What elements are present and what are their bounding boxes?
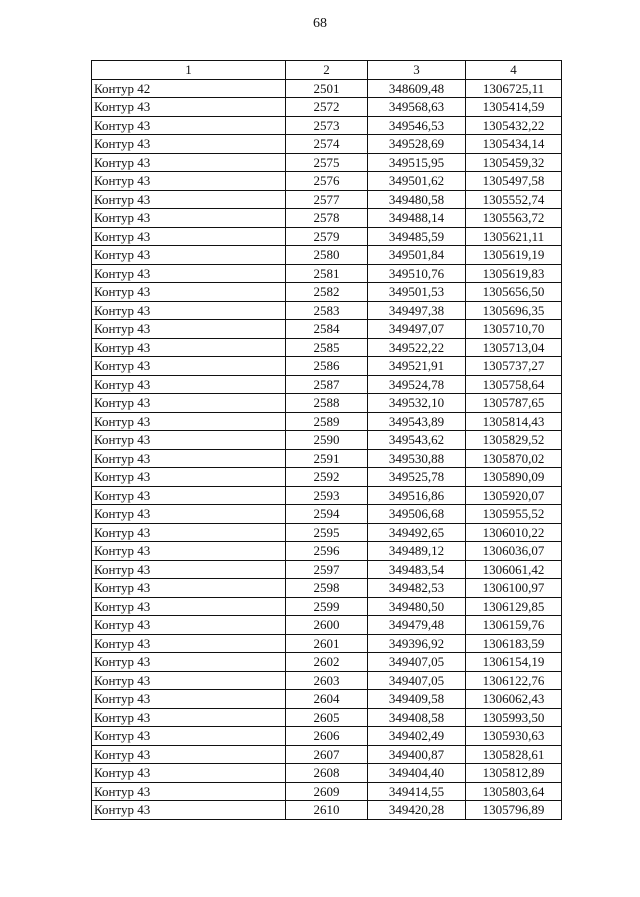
point-number-cell: 2584 [286, 320, 368, 339]
y-coordinate-cell: 1305870,02 [466, 449, 562, 468]
table-row [92, 653, 562, 672]
table-row [92, 338, 562, 357]
x-coordinate-cell: 349408,58 [368, 708, 466, 727]
point-number-cell: 2598 [286, 579, 368, 598]
y-coordinate-cell: 1305812,89 [466, 764, 562, 783]
contour-name-cell: Контур 43 [92, 616, 286, 635]
point-number-cell: 2576 [286, 172, 368, 191]
y-coordinate-cell: 1305796,89 [466, 801, 562, 820]
table-row [92, 523, 562, 542]
y-coordinate-cell: 1305829,52 [466, 431, 562, 450]
y-coordinate-cell: 1305890,09 [466, 468, 562, 487]
table-row [92, 412, 562, 431]
x-coordinate-cell: 349492,65 [368, 523, 466, 542]
contour-name-cell: Контур 43 [92, 745, 286, 764]
y-coordinate-cell: 1305619,19 [466, 246, 562, 265]
point-number-cell: 2593 [286, 486, 368, 505]
x-coordinate-cell: 349404,40 [368, 764, 466, 783]
x-coordinate-cell: 349543,62 [368, 431, 466, 450]
table-row [92, 394, 562, 413]
point-number-cell: 2588 [286, 394, 368, 413]
x-coordinate-cell: 349420,28 [368, 801, 466, 820]
contour-name-cell: Контур 43 [92, 98, 286, 117]
point-number-cell: 2603 [286, 671, 368, 690]
y-coordinate-cell: 1306036,07 [466, 542, 562, 561]
table-row [92, 172, 562, 191]
contour-name-cell: Контур 43 [92, 782, 286, 801]
contour-name-cell: Контур 43 [92, 116, 286, 135]
point-number-cell: 2608 [286, 764, 368, 783]
contour-name-cell: Контур 43 [92, 264, 286, 283]
contour-name-cell: Контур 43 [92, 246, 286, 265]
point-number-cell: 2582 [286, 283, 368, 302]
contour-name-cell: Контур 43 [92, 468, 286, 487]
contour-name-cell: Контур 43 [92, 505, 286, 524]
point-number-cell: 2580 [286, 246, 368, 265]
table-row [92, 708, 562, 727]
x-coordinate-cell: 349525,78 [368, 468, 466, 487]
contour-name-cell: Контур 43 [92, 431, 286, 450]
column-header-4: 4 [466, 61, 562, 80]
y-coordinate-cell: 1305713,04 [466, 338, 562, 357]
table-row [92, 320, 562, 339]
contour-name-cell: Контур 43 [92, 708, 286, 727]
point-number-cell: 2578 [286, 209, 368, 228]
table-row [92, 727, 562, 746]
y-coordinate-cell: 1305828,61 [466, 745, 562, 764]
y-coordinate-cell: 1305497,58 [466, 172, 562, 191]
table-row [92, 190, 562, 209]
contour-name-cell: Контур 43 [92, 634, 286, 653]
point-number-cell: 2577 [286, 190, 368, 209]
point-number-cell: 2586 [286, 357, 368, 376]
x-coordinate-cell: 349521,91 [368, 357, 466, 376]
y-coordinate-cell: 1306725,11 [466, 79, 562, 98]
point-number-cell: 2604 [286, 690, 368, 709]
table-row [92, 690, 562, 709]
y-coordinate-cell: 1305552,74 [466, 190, 562, 209]
contour-name-cell: Контур 43 [92, 283, 286, 302]
y-coordinate-cell: 1305619,83 [466, 264, 562, 283]
point-number-cell: 2605 [286, 708, 368, 727]
table-row [92, 505, 562, 524]
point-number-cell: 2589 [286, 412, 368, 431]
table-row [92, 116, 562, 135]
y-coordinate-cell: 1306183,59 [466, 634, 562, 653]
x-coordinate-cell: 349568,63 [368, 98, 466, 117]
table-row [92, 301, 562, 320]
x-coordinate-cell: 349485,59 [368, 227, 466, 246]
table-body [92, 79, 562, 819]
x-coordinate-cell: 349402,49 [368, 727, 466, 746]
contour-name-cell: Контур 43 [92, 320, 286, 339]
contour-name-cell: Контур 43 [92, 394, 286, 413]
x-coordinate-cell: 349489,12 [368, 542, 466, 561]
y-coordinate-cell: 1306061,42 [466, 560, 562, 579]
contour-name-cell: Контур 43 [92, 209, 286, 228]
contour-name-cell: Контур 43 [92, 153, 286, 172]
x-coordinate-cell: 349516,86 [368, 486, 466, 505]
table-row [92, 431, 562, 450]
x-coordinate-cell: 349483,54 [368, 560, 466, 579]
table-row [92, 264, 562, 283]
table-row [92, 616, 562, 635]
contour-name-cell: Контур 43 [92, 727, 286, 746]
point-number-cell: 2575 [286, 153, 368, 172]
point-number-cell: 2601 [286, 634, 368, 653]
y-coordinate-cell: 1305656,50 [466, 283, 562, 302]
table-row [92, 468, 562, 487]
point-number-cell: 2587 [286, 375, 368, 394]
point-number-cell: 2595 [286, 523, 368, 542]
point-number-cell: 2596 [286, 542, 368, 561]
point-number-cell: 2597 [286, 560, 368, 579]
y-coordinate-cell: 1306159,76 [466, 616, 562, 635]
table-row [92, 579, 562, 598]
contour-name-cell: Контур 43 [92, 227, 286, 246]
x-coordinate-cell: 349522,22 [368, 338, 466, 357]
x-coordinate-cell: 349501,53 [368, 283, 466, 302]
contour-name-cell: Контур 43 [92, 357, 286, 376]
x-coordinate-cell: 349497,38 [368, 301, 466, 320]
x-coordinate-cell: 349543,89 [368, 412, 466, 431]
table-row [92, 764, 562, 783]
x-coordinate-cell: 349501,84 [368, 246, 466, 265]
y-coordinate-cell: 1305814,43 [466, 412, 562, 431]
x-coordinate-cell: 349414,55 [368, 782, 466, 801]
contour-name-cell: Контур 43 [92, 671, 286, 690]
point-number-cell: 2600 [286, 616, 368, 635]
x-coordinate-cell: 349515,95 [368, 153, 466, 172]
table-row [92, 357, 562, 376]
contour-name-cell: Контур 43 [92, 135, 286, 154]
y-coordinate-cell: 1305955,52 [466, 505, 562, 524]
y-coordinate-cell: 1305787,65 [466, 394, 562, 413]
point-number-cell: 2607 [286, 745, 368, 764]
y-coordinate-cell: 1306122,76 [466, 671, 562, 690]
x-coordinate-cell: 349524,78 [368, 375, 466, 394]
contour-name-cell: Контур 43 [92, 486, 286, 505]
contour-name-cell: Контур 43 [92, 338, 286, 357]
table-row [92, 98, 562, 117]
point-number-cell: 2581 [286, 264, 368, 283]
contour-name-cell: Контур 43 [92, 542, 286, 561]
x-coordinate-cell: 349400,87 [368, 745, 466, 764]
x-coordinate-cell: 349528,69 [368, 135, 466, 154]
y-coordinate-cell: 1305414,59 [466, 98, 562, 117]
point-number-cell: 2610 [286, 801, 368, 820]
y-coordinate-cell: 1306100,97 [466, 579, 562, 598]
x-coordinate-cell: 349480,50 [368, 597, 466, 616]
y-coordinate-cell: 1306154,19 [466, 653, 562, 672]
contour-name-cell: Контур 43 [92, 301, 286, 320]
point-number-cell: 2583 [286, 301, 368, 320]
y-coordinate-cell: 1305621,11 [466, 227, 562, 246]
point-number-cell: 2594 [286, 505, 368, 524]
table-row [92, 597, 562, 616]
table-row [92, 542, 562, 561]
contour-name-cell: Контур 43 [92, 597, 286, 616]
point-number-cell: 2501 [286, 79, 368, 98]
point-number-cell: 2602 [286, 653, 368, 672]
contour-name-cell: Контур 43 [92, 579, 286, 598]
point-number-cell: 2579 [286, 227, 368, 246]
point-number-cell: 2573 [286, 116, 368, 135]
table-row [92, 283, 562, 302]
x-coordinate-cell: 349396,92 [368, 634, 466, 653]
point-number-cell: 2599 [286, 597, 368, 616]
contour-name-cell: Контур 43 [92, 653, 286, 672]
contour-name-cell: Контур 43 [92, 412, 286, 431]
table-row [92, 486, 562, 505]
table-row [92, 227, 562, 246]
y-coordinate-cell: 1305432,22 [466, 116, 562, 135]
contour-name-cell: Контур 43 [92, 690, 286, 709]
y-coordinate-cell: 1305434,14 [466, 135, 562, 154]
x-coordinate-cell: 349479,48 [368, 616, 466, 635]
y-coordinate-cell: 1305696,35 [466, 301, 562, 320]
contour-name-cell: Контур 43 [92, 523, 286, 542]
x-coordinate-cell: 349488,14 [368, 209, 466, 228]
table-row [92, 634, 562, 653]
x-coordinate-cell: 349407,05 [368, 671, 466, 690]
table-row [92, 375, 562, 394]
point-number-cell: 2606 [286, 727, 368, 746]
table-row [92, 246, 562, 265]
table-row [92, 560, 562, 579]
x-coordinate-cell: 349501,62 [368, 172, 466, 191]
point-number-cell: 2592 [286, 468, 368, 487]
table-row [92, 449, 562, 468]
point-number-cell: 2572 [286, 98, 368, 117]
x-coordinate-cell: 349546,53 [368, 116, 466, 135]
point-number-cell: 2585 [286, 338, 368, 357]
y-coordinate-cell: 1305563,72 [466, 209, 562, 228]
y-coordinate-cell: 1305930,63 [466, 727, 562, 746]
table-row [92, 209, 562, 228]
x-coordinate-cell: 349409,58 [368, 690, 466, 709]
point-number-cell: 2609 [286, 782, 368, 801]
page-number: 68 [313, 16, 327, 31]
contour-name-cell: Контур 43 [92, 375, 286, 394]
x-coordinate-cell: 349506,68 [368, 505, 466, 524]
table-row [92, 79, 562, 98]
x-coordinate-cell: 349482,53 [368, 579, 466, 598]
x-coordinate-cell: 349407,05 [368, 653, 466, 672]
table-row [92, 153, 562, 172]
y-coordinate-cell: 1305993,50 [466, 708, 562, 727]
column-header-1: 1 [92, 61, 286, 80]
contour-name-cell: Контур 43 [92, 172, 286, 191]
point-number-cell: 2591 [286, 449, 368, 468]
x-coordinate-cell: 349510,76 [368, 264, 466, 283]
contour-name-cell: Контур 43 [92, 560, 286, 579]
table-row [92, 745, 562, 764]
x-coordinate-cell: 348609,48 [368, 79, 466, 98]
x-coordinate-cell: 349497,07 [368, 320, 466, 339]
column-header-2: 2 [286, 61, 368, 80]
y-coordinate-cell: 1305737,27 [466, 357, 562, 376]
header-row [92, 61, 562, 80]
point-number-cell: 2574 [286, 135, 368, 154]
contour-name-cell: Контур 43 [92, 801, 286, 820]
y-coordinate-cell: 1305459,32 [466, 153, 562, 172]
column-header-3: 3 [368, 61, 466, 80]
y-coordinate-cell: 1306062,43 [466, 690, 562, 709]
table-row [92, 671, 562, 690]
y-coordinate-cell: 1305803,64 [466, 782, 562, 801]
y-coordinate-cell: 1305710,70 [466, 320, 562, 339]
table-header [92, 61, 562, 80]
table-row [92, 135, 562, 154]
contour-name-cell: Контур 42 [92, 79, 286, 98]
y-coordinate-cell: 1305758,64 [466, 375, 562, 394]
x-coordinate-cell: 349532,10 [368, 394, 466, 413]
point-number-cell: 2590 [286, 431, 368, 450]
table-row [92, 801, 562, 820]
table-row [92, 782, 562, 801]
contour-name-cell: Контур 43 [92, 764, 286, 783]
coordinates-table [91, 60, 562, 820]
contour-name-cell: Контур 43 [92, 449, 286, 468]
y-coordinate-cell: 1305920,07 [466, 486, 562, 505]
y-coordinate-cell: 1306129,85 [466, 597, 562, 616]
y-coordinate-cell: 1306010,22 [466, 523, 562, 542]
contour-name-cell: Контур 43 [92, 190, 286, 209]
x-coordinate-cell: 349480,58 [368, 190, 466, 209]
x-coordinate-cell: 349530,88 [368, 449, 466, 468]
